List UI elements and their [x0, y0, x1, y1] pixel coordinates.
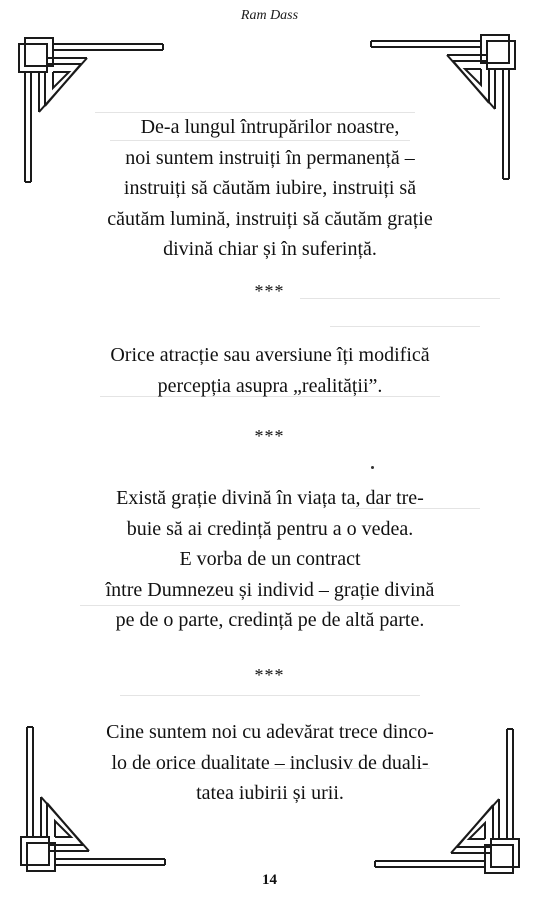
page-number: 14: [262, 872, 277, 888]
quote-paragraph-1: [40, 112, 500, 265]
text-line: percepția asupra „realității”.: [157, 374, 383, 397]
text-line: E vorba de un contract: [179, 548, 361, 570]
text-line: lo de orice dualitate – inclusiv de duali-: [111, 751, 429, 774]
quote-paragraph-4: [40, 717, 500, 809]
text-line: pe de o parte, credință pe de altă parte.: [115, 609, 425, 631]
text-line: Cine suntem noi cu adevărat trece dinco-: [106, 721, 434, 743]
text-line: buie să ai credință pentru a o vedea.: [126, 517, 414, 540]
text-line: instruiți să căutăm iubire, instruiți să: [123, 177, 417, 199]
text-line: divină chiar și în suferință.: [163, 238, 377, 260]
section-separator: ***: [254, 281, 285, 301]
text-line: tatea iubirii și urii.: [196, 782, 344, 804]
text-line: De-a lungul întrupărilor noastre,: [140, 116, 400, 138]
bleed-through-mark: [120, 695, 420, 696]
text-line: căutăm lumină, instruiți să căutăm grație: [107, 207, 433, 230]
text-line: Orice atracție sau aversiune îți modifică: [110, 344, 430, 366]
text-line: noi suntem instruiți în permanență –: [125, 146, 415, 169]
running-header-author: Ram Dass: [240, 8, 299, 23]
section-separator: ***: [254, 665, 285, 685]
bleed-through-mark: [330, 326, 480, 327]
quote-paragraph-3: [40, 483, 500, 636]
section-separator: ***: [254, 426, 285, 446]
text-line: Există grație divină în viața ta, dar tre-: [116, 487, 424, 509]
quote-paragraph-2: [40, 340, 500, 401]
text-line: între Dumnezeu și individ – grație divină: [105, 578, 435, 601]
stray-dot: [371, 466, 374, 469]
